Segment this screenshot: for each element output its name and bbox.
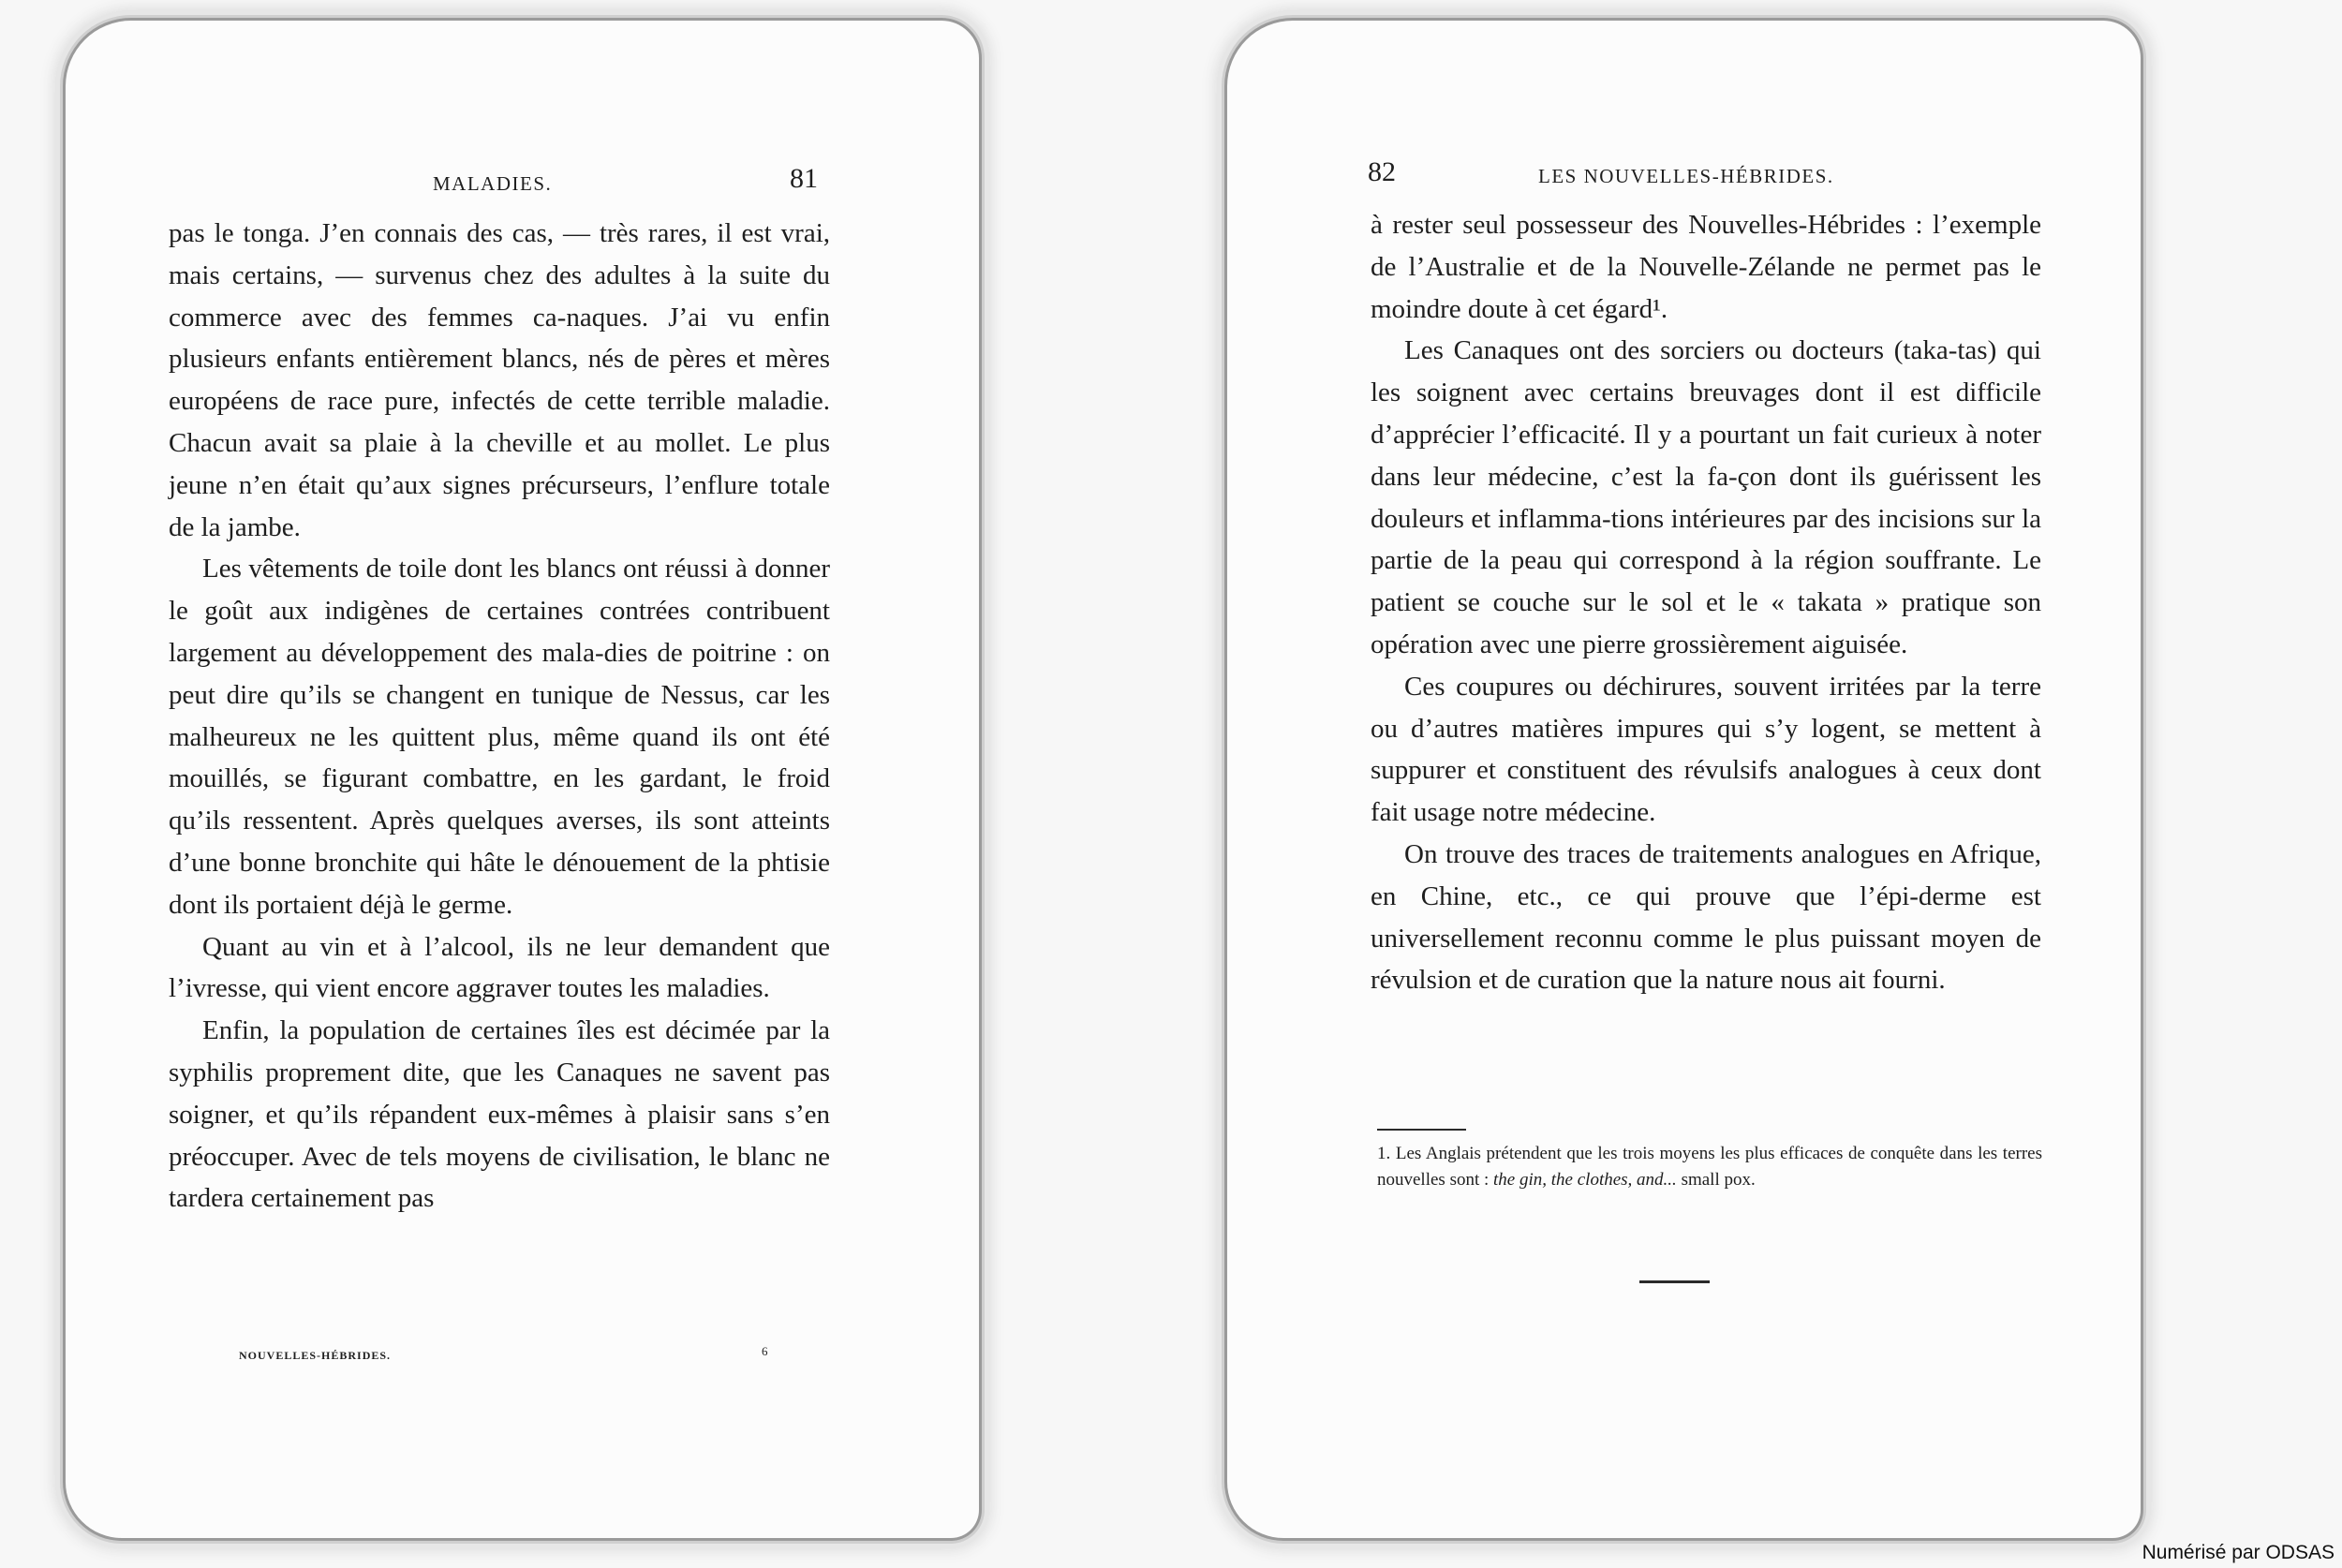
signature-number: 6 xyxy=(762,1344,768,1358)
paragraph: Quant au vin et à l’alcool, ils ne leur demandent que l’ivresse, qui vient encore aggraver toutes les maladies. xyxy=(169,931,830,1004)
footnote-italic: the gin, the clothes, and... xyxy=(1493,1170,1677,1190)
end-rule xyxy=(1639,1280,1710,1283)
signature-mark: NOUVELLES-HÉBRIDES. xyxy=(239,1349,392,1362)
paragraph: pas le tonga. J’en connais des cas, — très rares, il est vrai, mais certains, — survenus chez des adultes à la suite du commerce avec des femmes ca-naques. J’ai vu enfin plusieurs enfants entièrement blancs, nés de pères et mères européens de race pure, infectés de cette terrible maladie. Chacun avait sa plaie à la cheville et au mollet. Le plus jeune n’en était qu’aux signes précurseurs, l’enflure totale de la jambe. xyxy=(169,218,830,542)
right-page xyxy=(1227,21,2141,1538)
paragraph: Les vêtements de toile dont les blancs ont réussi à donner le goût aux indigènes de certaines contrées contribuent largement au développement des mala-dies de poitrine : on peut dire qu’ils se changent en tunique de Nessus, car les malheureux ne les quittent plus, même quand ils ont été mouillés, se figurant combattre, en les gardant, le froid qu’ils ressentent. Après quelques averses, ils sont atteints d’une bonne bronchite qui hâte le dénouement de la phtisie dont ils portaient déjà le germe. xyxy=(169,554,830,920)
digitization-credit: Numérisé par ODSAS xyxy=(2142,1542,2335,1563)
footnote-number: 1. xyxy=(1377,1144,1391,1163)
running-head: LES NOUVELLES-HÉBRIDES. xyxy=(1538,165,1834,187)
left-page xyxy=(66,21,979,1538)
footnote-text: Les Anglais prétendent que les trois moyens les plus efficaces de conquête dans les terres nouvelles sont : xyxy=(1377,1144,2042,1190)
footnote xyxy=(1377,1141,2042,1193)
paragraph: Enfin, la population de certaines îles est décimée par la syphilis proprement dite, que les Canaques ne savent pas soigner, et qu’ils répandent eux-mêmes à plaisir sans s’en préoccuper. Avec de tels moyens de civilisation, le blanc ne tardera certainement pas xyxy=(169,1015,830,1214)
body-text xyxy=(169,213,830,1220)
page-number: 81 xyxy=(790,163,818,194)
paragraph: Ces coupures ou déchirures, souvent irritées par la terre ou d’autres matières impures qui s’y logent, se mettent à suppurer et constituent des révulsifs analogues à ceux dont fait usage notre médecine. xyxy=(1371,671,2041,828)
page-number: 82 xyxy=(1368,156,1396,187)
paragraph: à rester seul possesseur des Nouvelles-Hébrides : l’exemple de l’Australie et de la Nouvelle-Zélande ne permet pas le moindre doute à cet égard¹. xyxy=(1371,210,2041,324)
running-head: MALADIES. xyxy=(433,172,553,195)
footnote-tail: small pox. xyxy=(1681,1170,1756,1190)
body-text xyxy=(1371,204,2041,1001)
paragraph: On trouve des traces de traitements analogues en Afrique, en Chine, etc., ce qui prouve que l’épi-derme est universellement reconnu comme le plus puissant moyen de révulsion et de curation que la nature nous ait fourni. xyxy=(1371,838,2041,996)
footnote-rule xyxy=(1377,1129,1466,1131)
paragraph: Les Canaques ont des sorciers ou docteurs (taka-tas) qui les soignent avec certains breuvages dont il est difficile d’apprécier l’efficacité. Il y a pourtant un fait curieux à noter dans leur médecine, c’est la fa-çon dont ils guérissent les douleurs et inflamma-tions intérieures par des incisions sur la partie de la peau qui correspond à la région souffrante. Le patient se couche sur le sol et le « takata » pratique son opération avec une pierre grossièrement aiguisée. xyxy=(1371,335,2041,659)
